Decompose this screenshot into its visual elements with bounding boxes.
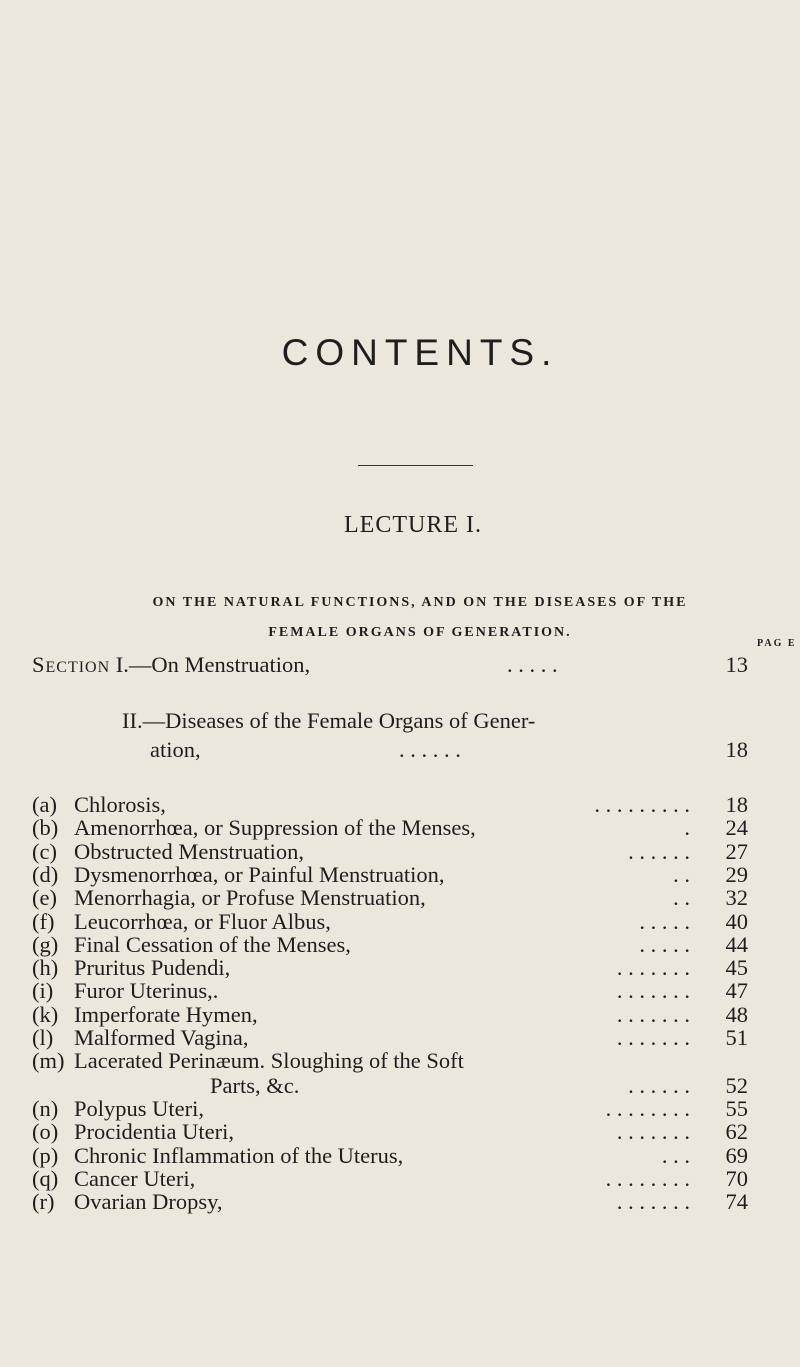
entry-letter: (e) [32, 885, 57, 911]
entry-title: Cancer Uteri, [74, 1165, 196, 1191]
toc-entry[interactable] [32, 1119, 234, 1145]
entry-title: Final Cessation of the Menses, [74, 931, 351, 957]
entry-letter: (m) [32, 1048, 65, 1074]
entry-leaders: . . . [661, 1142, 690, 1168]
entry-title: Furor Uterinus,. [74, 978, 219, 1004]
entry-title: Menorrhagia, or Profuse Menstruation, [74, 885, 426, 911]
entry-title: Leucorrhœa, or Fluor Albus, [74, 908, 331, 934]
toc-section-1[interactable] [32, 652, 310, 678]
toc-entry[interactable] [32, 1166, 195, 1192]
lecture-subtitle-line1: ON THE NATURAL FUNCTIONS, AND ON THE DISEASES OF THE [152, 595, 688, 610]
entry-leaders: . . . . . [639, 931, 690, 957]
toc-entry[interactable] [32, 839, 304, 865]
entry-title: Procidentia Uteri, [74, 1119, 234, 1145]
entry-leaders: . . . . . . . . . [594, 792, 690, 817]
entry-letter: (l) [32, 1025, 54, 1050]
toc-entry[interactable] [32, 1002, 258, 1028]
toc-entry[interactable] [32, 1189, 223, 1215]
entry-title: Amenorrhœa, or Suppression of the Menses, [74, 815, 476, 841]
entry-leaders: . . . . . . [628, 838, 690, 864]
entry-title: Dysmenorrhœa, or Painful Menstruation, [74, 861, 445, 887]
page-title: CONTENTS. [281, 332, 559, 373]
toc-entry[interactable] [32, 1096, 204, 1122]
entry-leaders: . . . . . [639, 908, 690, 934]
section-page: 13 [725, 652, 748, 677]
entry-title: Chlorosis, [74, 792, 166, 817]
entry-page: 62 [725, 1119, 748, 1145]
entry-title: Ovarian Dropsy, [74, 1189, 223, 1215]
entry-leaders: . . . . . . . . [605, 1095, 690, 1121]
entry-title: Malformed Vagina, [74, 1025, 249, 1050]
entry-title: Lacerated Perinæum. Sloughing of the Soft [74, 1048, 464, 1074]
entry-leaders: . . . . . . . [616, 1025, 690, 1050]
entry-leaders: . . . . . . . [616, 1119, 690, 1145]
entry-letter: (d) [32, 861, 59, 887]
toc-entry[interactable] [32, 862, 445, 888]
entry-page: 32 [725, 885, 748, 911]
entry-page: 40 [725, 908, 748, 934]
entry-leaders: . . . . . . . [616, 1001, 690, 1027]
toc-entry[interactable] [32, 1143, 403, 1169]
entry-letter: (k) [32, 1001, 59, 1027]
section-leaders: . . . . . . [399, 737, 461, 762]
entry-leaders: . . . . . . . . [605, 1165, 690, 1191]
entry-page: 51 [725, 1025, 748, 1050]
toc-entry[interactable] [32, 1025, 249, 1051]
entry-letter: (r) [32, 1189, 55, 1215]
section-label: II.—Diseases of the Female Organs of Gener- [122, 708, 536, 733]
entry-page: 47 [725, 978, 748, 1004]
entry-page: 24 [725, 815, 748, 841]
toc-entry[interactable] [32, 932, 351, 958]
entry-letter: (h) [32, 955, 59, 981]
entry-title: Obstructed Menstruation, [74, 838, 304, 864]
entry-leaders: . . [673, 885, 690, 911]
entry-leaders: . . . . . . . [616, 955, 690, 981]
entry-letter: (o) [32, 1119, 59, 1145]
lecture-heading: LECTURE I. [344, 512, 482, 538]
toc-entry[interactable] [32, 815, 476, 841]
toc-entry[interactable] [32, 885, 426, 911]
entry-leaders: . [684, 815, 690, 841]
entry-letter: (a) [32, 792, 57, 817]
entry-letter: (f) [32, 908, 55, 934]
entry-title: Imperforate Hymen, [74, 1001, 258, 1027]
entry-leaders: . . . . . . . [616, 1189, 690, 1215]
entry-letter: (i) [32, 978, 54, 1004]
toc-entry[interactable] [32, 1048, 464, 1074]
toc-entry[interactable] [32, 955, 230, 981]
entry-letter: (n) [32, 1095, 59, 1121]
toc-section-2[interactable] [122, 708, 535, 734]
entry-letter: (c) [32, 838, 57, 864]
entry-leaders: . . . . . . . [616, 978, 690, 1004]
section-leaders: . . . . . [507, 652, 558, 677]
entry-page: 69 [725, 1142, 748, 1168]
entry-letter: (q) [32, 1165, 59, 1191]
toc-entry[interactable] [32, 792, 166, 818]
entry-page: 48 [725, 1001, 748, 1027]
entry-title: Polypus Uteri, [74, 1095, 205, 1121]
toc-entry[interactable] [32, 978, 218, 1004]
entry-title: Pruritus Pudendi, [74, 955, 231, 981]
title-divider [358, 465, 473, 466]
entry-letter: (b) [32, 815, 59, 841]
entry-page: 29 [725, 861, 748, 887]
entry-leaders: . . [673, 861, 690, 887]
entry-page: 45 [725, 955, 748, 981]
entry-leaders: . . . . . . [628, 1072, 690, 1098]
section-continuation: ation, [150, 737, 201, 762]
page-column-label: PAG E [757, 638, 797, 649]
entry-page: 18 [725, 792, 748, 817]
entry-title: Chronic Inflammation of the Uterus, [74, 1142, 404, 1168]
entry-page: 52 [725, 1072, 748, 1098]
entry-page: 44 [725, 931, 748, 957]
toc-entry[interactable] [32, 909, 331, 935]
entry-page: 27 [725, 838, 748, 864]
entry-letter: (p) [32, 1142, 59, 1168]
lecture-subtitle-line2: FEMALE ORGANS OF GENERATION. [268, 625, 572, 640]
section-label: I.—On Menstruation, [115, 652, 311, 677]
entry-page: 55 [725, 1095, 748, 1121]
entry-page: 74 [725, 1189, 748, 1215]
entry-page: 70 [725, 1165, 748, 1191]
section-prefix: Section [32, 652, 111, 677]
entry-letter: (g) [32, 931, 59, 957]
section-page: 18 [725, 737, 748, 762]
entry-continuation: Parts, &c. [210, 1072, 300, 1098]
